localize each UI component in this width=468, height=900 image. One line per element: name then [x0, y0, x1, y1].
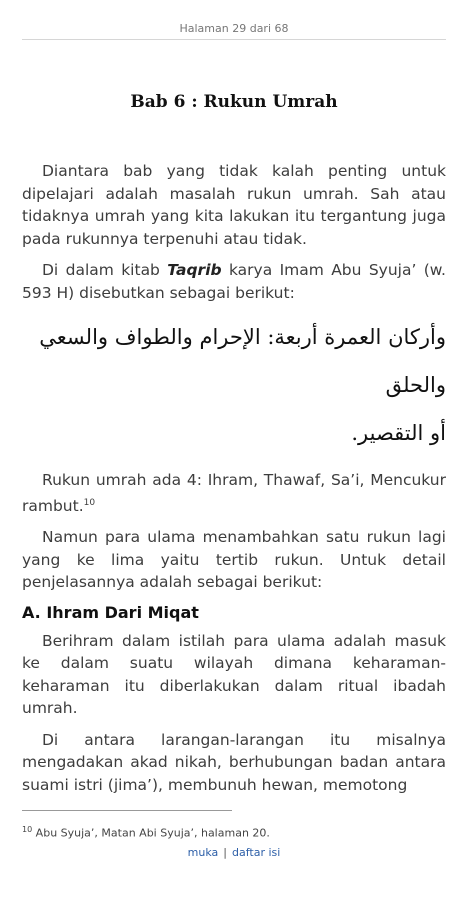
paragraph-source: [22, 259, 446, 304]
footnote: [22, 825, 270, 840]
source-text-before: Di dalam kitab: [42, 261, 168, 279]
arabic-quote: [22, 313, 446, 457]
chapter-body: [22, 160, 446, 805]
page-indicator: Halaman 29 dari 68: [179, 22, 289, 35]
footnote-text: Abu Syuja’, Matan Abi Syuja’, halaman 20.: [32, 826, 270, 840]
book-title-taqrib: Taqrib: [167, 261, 222, 279]
home-link[interactable]: muka: [187, 846, 219, 859]
toc-link[interactable]: daftar isi: [232, 846, 281, 859]
footnote-ref[interactable]: 10: [83, 497, 96, 508]
rukun-text: Rukun umrah ada 4: Ihram, Thawaf, Sa’i, Mencukur rambut.: [22, 471, 446, 515]
paragraph-intro: Diantara bab yang tidak kalah penting untuk dipelajari adalah masalah rukun umrah. Sah atau tidaknya umrah yang kita lakukan itu tergantung juga pada rukunnya terpenuhi atau tidak.: [22, 162, 446, 248]
paragraph-tertib: Namun para ulama menambahkan satu rukun lagi yang ke lima yaitu tertib rukun. Untuk detail penjelasannya adalah sebagai berikut:: [22, 528, 446, 592]
paragraph-ihram-def: Berihram dalam istilah para ulama adalah masuk ke dalam suatu wilayah dimana keharaman-keharaman itu diberlakukan dalam ritual ibadah umrah.: [22, 631, 446, 718]
section-heading-a: A. Ihram Dari Miqat: [22, 602, 199, 622]
paragraph-rukun: [22, 469, 446, 517]
footnote-number: 10: [22, 825, 33, 834]
header-divider: [22, 39, 446, 40]
arabic-line-1: وأركان العمرة أربعة: الإحرام والطواف والسعي والحلق: [39, 325, 446, 397]
chapter-title: Bab 6 : Rukun Umrah: [130, 92, 338, 112]
paragraph-larangan: Di antara larangan-larangan itu misalnya mengadakan akad nikah, berhubungan badan antara suami istri (jima’), membunuh hewan, memotong: [22, 730, 446, 794]
footer-separator: |: [223, 846, 227, 859]
footer-nav: [0, 846, 468, 859]
source-text-after: karya Imam Abu Syuja’ (w. 593 H) disebutkan sebagai berikut:: [22, 261, 446, 302]
arabic-line-2: أو التقصير.: [351, 421, 446, 445]
footnote-divider: [22, 810, 232, 811]
